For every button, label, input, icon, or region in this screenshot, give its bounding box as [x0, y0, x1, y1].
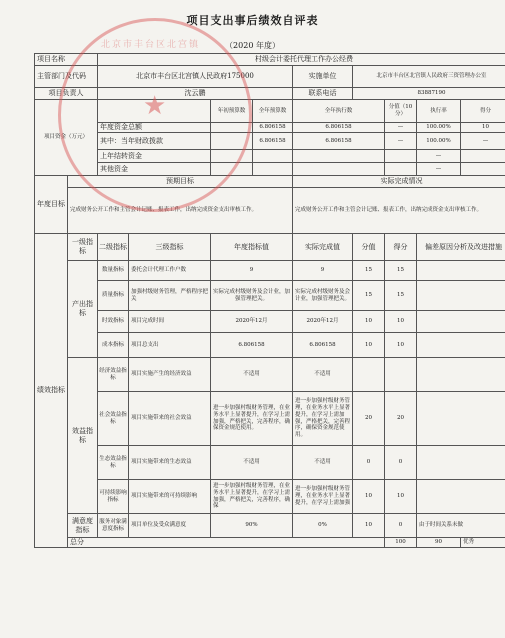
ind-l2: 生态效益指标 — [98, 446, 129, 480]
funds-header-score: 得分 — [461, 100, 505, 123]
funds-score-value: — — [385, 133, 417, 150]
leader-value: 沈云鹏 — [98, 88, 293, 100]
project-name: 村级会计委托代理工作办公经费 — [98, 54, 505, 66]
goals-expected-label: 预期目标 — [68, 176, 293, 188]
funds-score-value — [385, 150, 417, 163]
funds-header-annual: 全年预算数 — [253, 100, 293, 123]
table-row — [35, 311, 505, 333]
goals-section-label: 年度目标 — [35, 176, 68, 234]
funds-row — [35, 150, 505, 163]
ind-target: 进一步加强村级财务管理，在业务水平上显著提升，在学习上需加强，严格把关，完善程序，确保资金规范使用。 — [211, 392, 293, 446]
impl-value: 北京市丰台区北宫镇人民政府三资管理办公室 — [353, 66, 505, 88]
ind-points: 10 — [353, 333, 385, 358]
ind-points — [353, 358, 385, 392]
ind-l2: 时效指标 — [98, 311, 129, 333]
ind-reason — [417, 392, 505, 446]
funds-score-value: — — [385, 123, 417, 133]
ind-score: 10 — [385, 333, 417, 358]
funds-name: 其他资金 — [98, 163, 211, 176]
funds-annual — [253, 150, 293, 163]
ind-points: 20 — [353, 392, 385, 446]
total-grade: 优秀 — [461, 538, 505, 548]
satisfaction-l2: 服务对象满意度指标 — [98, 514, 129, 538]
ind-l2: 经济效益指标 — [98, 358, 129, 392]
funds-score-value — [385, 163, 417, 176]
funds-initial — [211, 150, 253, 163]
funds-header-rate: 执行率 — [417, 100, 461, 123]
table-row — [35, 281, 505, 311]
funds-executed: 6.806158 — [293, 123, 385, 133]
ind-reason — [417, 311, 505, 333]
seal-text: 北京市丰台区北宫镇 — [101, 40, 201, 50]
satisfaction-actual: 0% — [293, 514, 353, 538]
ind-reason — [417, 261, 505, 281]
ind-header-points: 分值 — [353, 234, 385, 261]
ind-score — [385, 358, 417, 392]
ind-l2: 质量指标 — [98, 281, 129, 311]
funds-executed: 6.806158 — [293, 133, 385, 150]
goals-actual-text: 完成财务公开工作和主管会计记账、报表工作，出纳完成资金支出审核工作。 — [293, 188, 505, 234]
funds-section-label: 项目资金（万元） — [35, 100, 98, 176]
ind-l3: 项目完成时间 — [129, 311, 211, 333]
funds-rate: 100.00% — [417, 133, 461, 150]
satisfaction-points: 10 — [353, 514, 385, 538]
effect-indicators-label: 效益指标 — [68, 358, 98, 514]
funds-rate: — — [417, 150, 461, 163]
ind-actual: 6.806158 — [293, 333, 353, 358]
ind-target: 不适用 — [211, 358, 293, 392]
ind-actual: 实际完成村级财务及会计业，加强管理把关。 — [293, 281, 353, 311]
funds-header-blank — [98, 100, 211, 123]
goals-actual-label: 实际完成情况 — [293, 176, 505, 188]
project-name-label: 项目名称 — [35, 54, 98, 66]
table-row — [35, 480, 505, 514]
ind-reason — [417, 333, 505, 358]
funds-row — [35, 163, 505, 176]
ind-header-reason: 偏差原因分析及改进措施 — [417, 234, 505, 261]
ind-score: 0 — [385, 446, 417, 480]
indicators-section-label: 绩效指标 — [35, 234, 68, 548]
total-points: 100 — [385, 538, 417, 548]
satisfaction-score: 0 — [385, 514, 417, 538]
satisfaction-reason: 由于时间关系未做 — [417, 514, 505, 538]
ind-target: 不适用 — [211, 446, 293, 480]
funds-annual: 6.806158 — [253, 123, 293, 133]
ind-l3: 项目实施带来的生态效益 — [129, 446, 211, 480]
ind-header-l2: 二级指标 — [98, 234, 129, 261]
ind-reason — [417, 358, 505, 392]
funds-score: — — [461, 133, 505, 150]
ind-target: 9 — [211, 261, 293, 281]
ind-header-l1: 一级指标 — [68, 234, 98, 261]
ind-header-target: 年度指标值 — [211, 234, 293, 261]
leader-label: 项目负责人 — [35, 88, 98, 100]
funds-name: 年度资金总额 — [98, 123, 211, 133]
ind-reason — [417, 446, 505, 480]
ind-reason — [417, 281, 505, 311]
ind-target: 进一步加强村级财务管理，在业务水平上显著提升，在学习上需加强，严格把关，完善程序，确保 — [211, 480, 293, 514]
ind-l3: 项目实施带来的社会效益 — [129, 392, 211, 446]
document-title: 项目支出事后绩效自评表 — [186, 14, 319, 27]
table-row — [35, 446, 505, 480]
ind-actual: 9 — [293, 261, 353, 281]
ind-l2: 成本指标 — [98, 333, 129, 358]
phone-value: 83887190 — [353, 88, 505, 100]
funds-annual: 6.806158 — [253, 133, 293, 150]
ind-points: 10 — [353, 311, 385, 333]
ind-l3: 加强村级财务管理，严格程序把关 — [129, 281, 211, 311]
ind-actual: 进一步加强村级财务管理，在业务水平上显著提升，在学习上需加强 — [293, 480, 353, 514]
ind-score: 15 — [385, 261, 417, 281]
ind-points: 0 — [353, 446, 385, 480]
seal-star-icon: ★ — [143, 91, 167, 121]
table-row — [35, 358, 505, 392]
ind-score: 20 — [385, 392, 417, 446]
self-evaluation-table — [34, 53, 505, 548]
funds-score — [461, 150, 505, 163]
funds-row — [35, 123, 505, 133]
funds-annual — [253, 163, 293, 176]
funds-executed — [293, 163, 385, 176]
funds-rate: 100.00% — [417, 123, 461, 133]
ind-score: 15 — [385, 281, 417, 311]
ind-l3: 项目总支出 — [129, 333, 211, 358]
ind-l2: 数量指标 — [98, 261, 129, 281]
funds-score: 10 — [461, 123, 505, 133]
total-label: 总分 — [68, 538, 385, 548]
table-row — [35, 392, 505, 446]
ind-header-l3: 三级指标 — [129, 234, 211, 261]
ind-score: 10 — [385, 311, 417, 333]
ind-header-score: 得分 — [385, 234, 417, 261]
funds-header-initial: 年初预算数 — [211, 100, 253, 123]
table-row — [35, 333, 505, 358]
ind-actual: 不适用 — [293, 358, 353, 392]
dept-label: 主管部门及代码 — [35, 66, 98, 88]
total-score: 90 — [417, 538, 461, 548]
ind-actual: 进一步加强村级财务管理，在业务水平上显著提升，在学习上需加强，严格把关，完善程序，确保资金规范使用。 — [293, 392, 353, 446]
ind-l2: 社会效益指标 — [98, 392, 129, 446]
table-row — [35, 261, 505, 281]
funds-name: 上年结转资金 — [98, 150, 211, 163]
ind-header-actual: 实际完成值 — [293, 234, 353, 261]
funds-initial — [211, 133, 253, 150]
funds-initial — [211, 163, 253, 176]
ind-points: 15 — [353, 261, 385, 281]
goals-expected-text: 完成财务公开工作和主管会计记账、报表工作，出纳完成资金支出审核工作。 — [68, 188, 293, 234]
ind-l3: 项目实施产生的经济效益 — [129, 358, 211, 392]
funds-initial — [211, 123, 253, 133]
ind-reason — [417, 480, 505, 514]
document-subtitle: （2020 年度） — [225, 41, 280, 50]
ind-l3: 委托会计代理工作户数 — [129, 261, 211, 281]
ind-target: 2020年12月 — [211, 311, 293, 333]
ind-points: 10 — [353, 480, 385, 514]
ind-points: 15 — [353, 281, 385, 311]
impl-label: 实施单位 — [293, 66, 353, 88]
satisfaction-l3: 项目单位及受众满意度 — [129, 514, 211, 538]
funds-rate: — — [417, 163, 461, 176]
satisfaction-l1: 满意度指标 — [68, 514, 98, 538]
funds-executed — [293, 150, 385, 163]
output-indicators-label: 产出指标 — [68, 261, 98, 358]
funds-score — [461, 163, 505, 176]
ind-target: 实际完成村级财务及会计业，加强管理把关。 — [211, 281, 293, 311]
satisfaction-target: 90% — [211, 514, 293, 538]
phone-label: 联系电话 — [293, 88, 353, 100]
dept-value: 北京市丰台区北宫镇人民政府175000 — [98, 66, 293, 88]
ind-actual: 2020年12月 — [293, 311, 353, 333]
funds-header-score-value: 分值（10分） — [385, 100, 417, 123]
total-row — [35, 538, 505, 548]
ind-score: 10 — [385, 480, 417, 514]
funds-name: 其中：当年财政拨款 — [98, 133, 211, 150]
ind-l3: 项目实施带来的可持续影响 — [129, 480, 211, 514]
ind-target: 6.806158 — [211, 333, 293, 358]
table-row — [35, 514, 505, 538]
funds-header-executed: 全年执行数 — [293, 100, 385, 123]
ind-l2: 可持续影响指标 — [98, 480, 129, 514]
funds-row — [35, 133, 505, 150]
ind-actual: 不适用 — [293, 446, 353, 480]
